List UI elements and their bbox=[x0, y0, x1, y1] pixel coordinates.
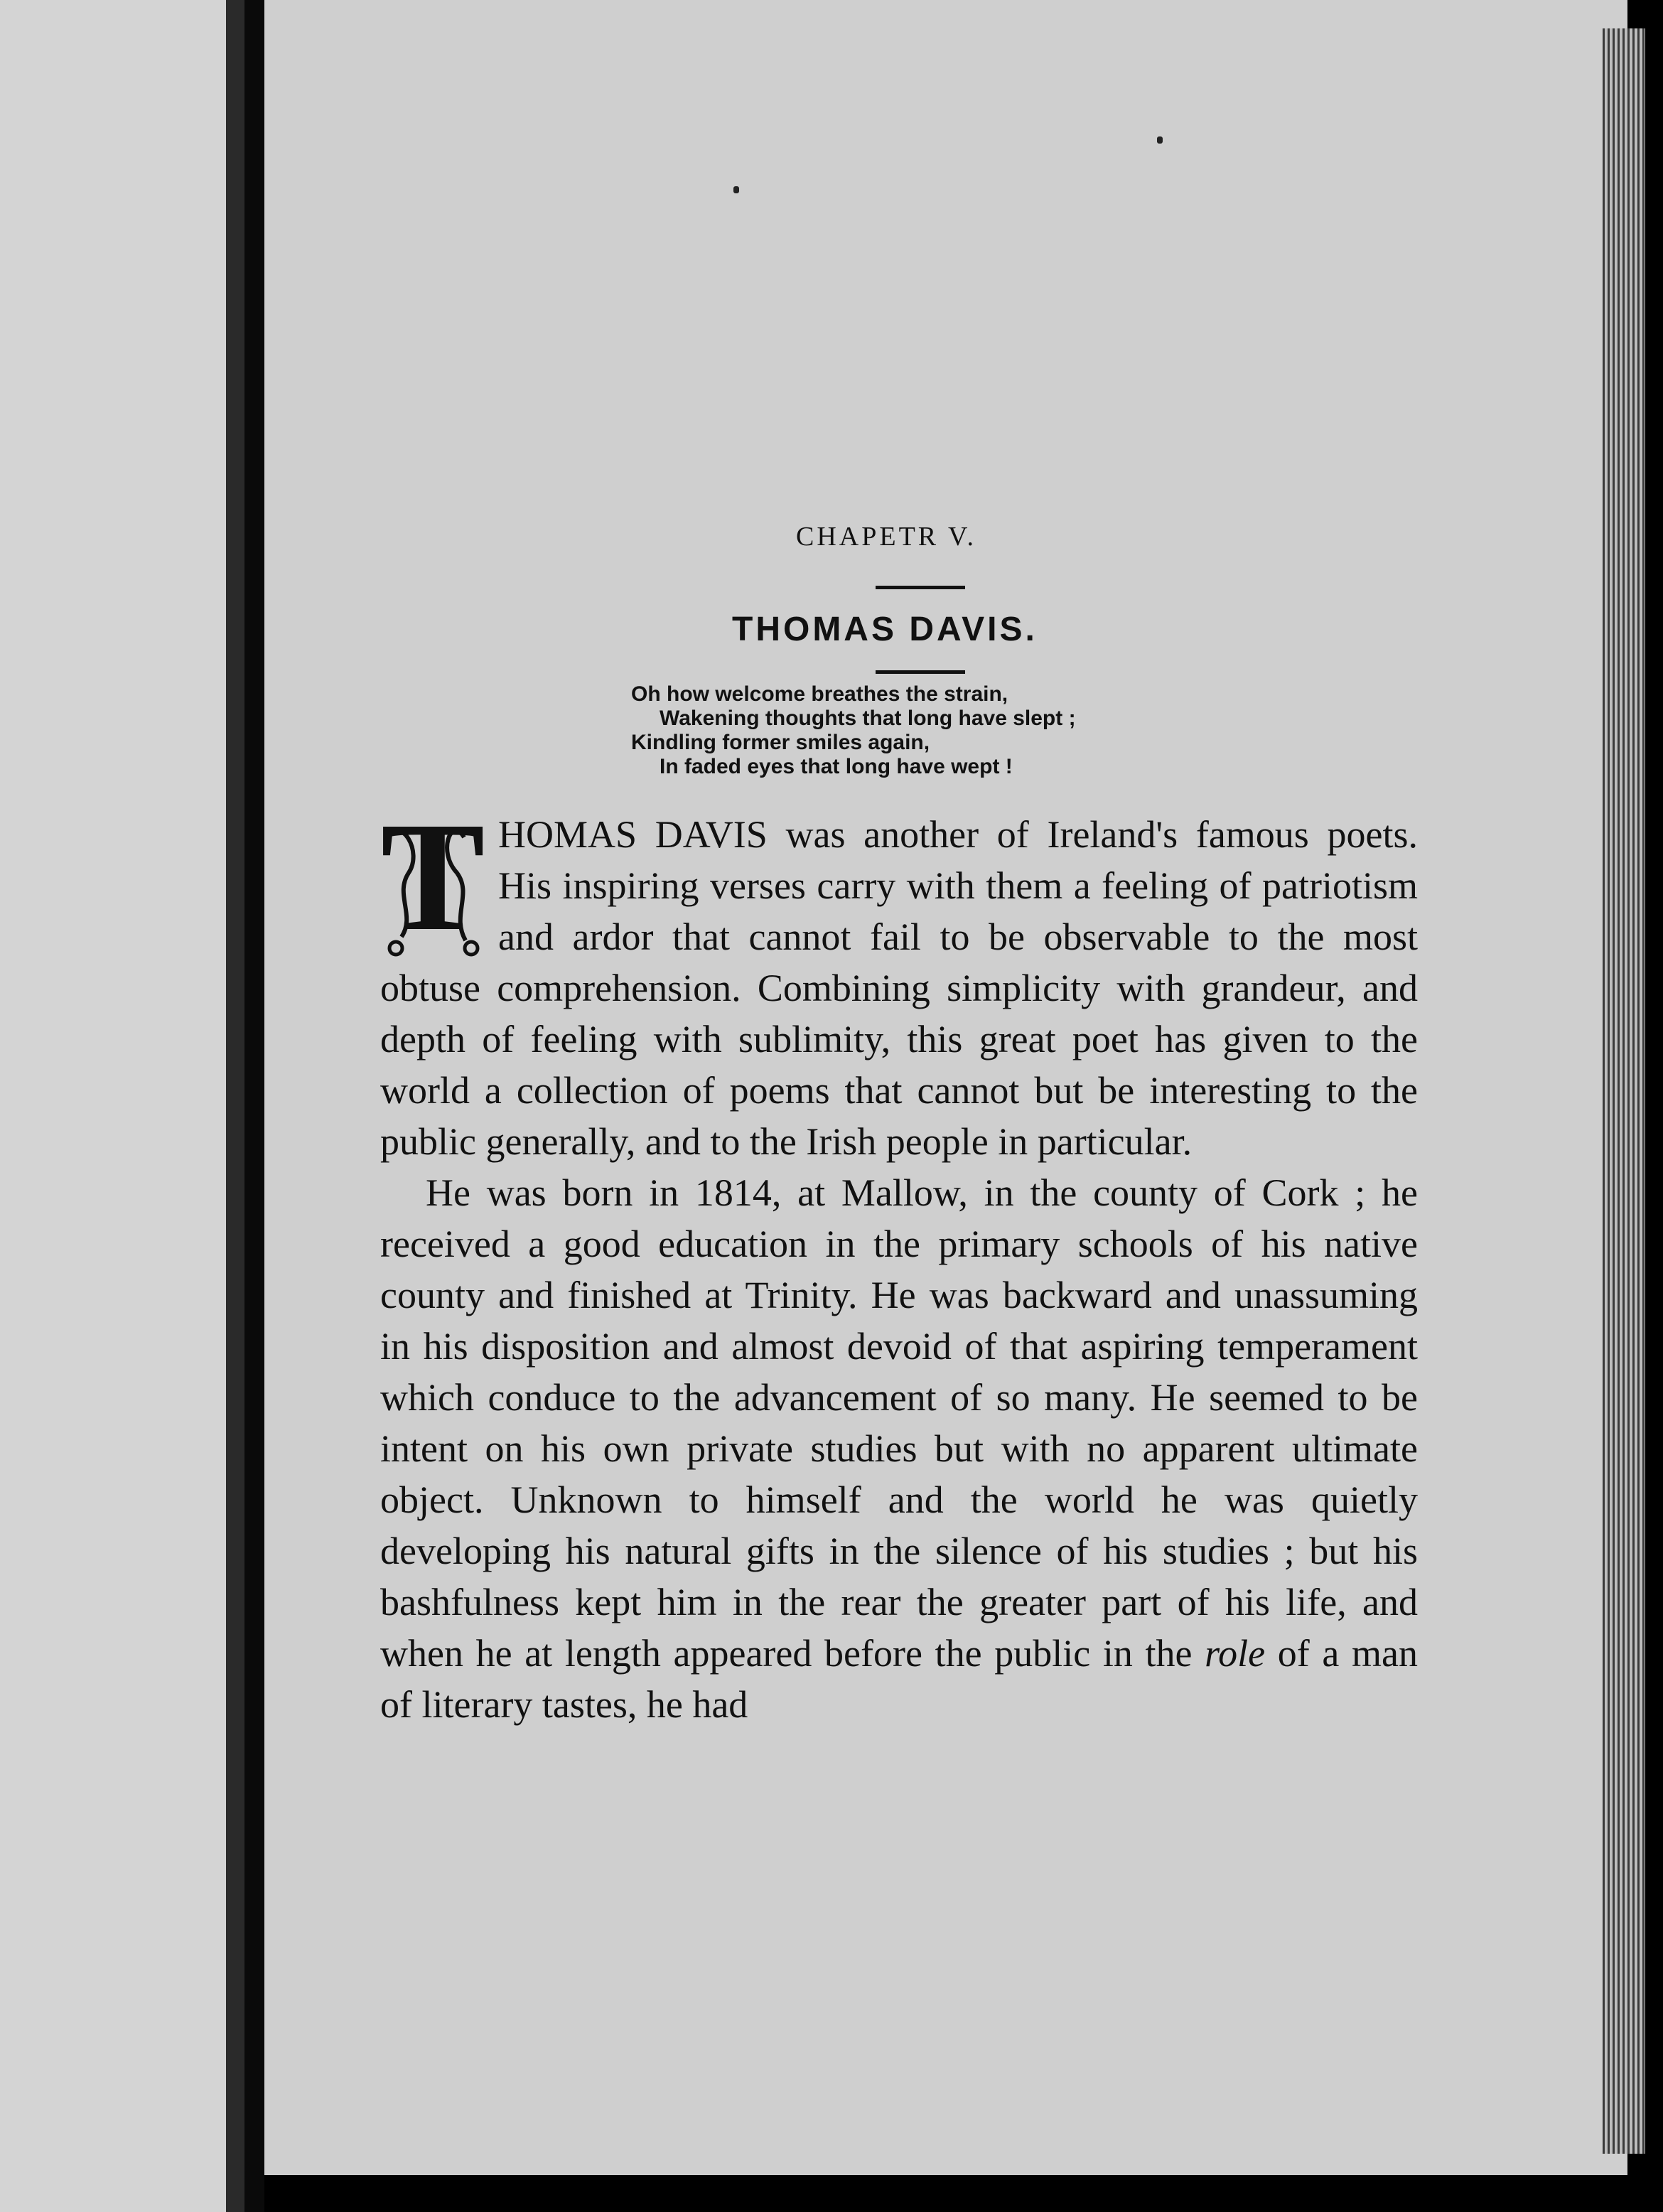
chapter-body bbox=[380, 790, 1418, 1730]
paragraph-1-text: was another of Ireland's famous poets. His inspiring verses carry with them a feeling of patriotism and ardor that cannot fail to be observable to the most obtuse comprehension. Combining simplicity with grandeur, and depth of feeling with sublimity, this great poet has given to the world a collection of poems that cannot but be interesting to the public generally, and to the Irish people in particular. bbox=[380, 813, 1418, 1163]
chapter-label: CHAPETR V. bbox=[796, 522, 976, 552]
epigraph-line: Kindling former smiles again, bbox=[631, 731, 930, 754]
italic-word: role bbox=[1205, 1632, 1266, 1675]
epigraph-line: Oh how welcome breathes the strain, bbox=[631, 682, 1008, 706]
ink-speck bbox=[733, 186, 739, 193]
paragraph-1 bbox=[380, 790, 1418, 1167]
epigraph bbox=[631, 682, 1076, 779]
chapter-title: THOMAS DAVIS. bbox=[732, 611, 1038, 648]
drop-cap bbox=[380, 790, 485, 963]
epigraph-line: Wakening thoughts that long have slept ; bbox=[660, 707, 1076, 730]
page-edges bbox=[1603, 28, 1645, 2154]
book-gutter bbox=[244, 0, 264, 2212]
drop-cap-letter: T bbox=[380, 790, 485, 963]
paragraph-2 bbox=[380, 1167, 1418, 1730]
gutter-shadow bbox=[226, 0, 244, 2212]
left-page-margin bbox=[0, 0, 226, 2212]
paragraph-2-tail: of a man of literary tastes, he had bbox=[380, 1632, 1418, 1726]
ink-speck bbox=[1157, 136, 1163, 144]
epigraph-line: In faded eyes that long have wept ! bbox=[660, 755, 1013, 778]
paragraph-2-text: He was born in 1814, at Mallow, in the county of Cork ; he received a good education in the primary schools of his native county and finished at Trinity. He was backward and unassuming in his disposition and almost devoid of that aspiring temperament which conduce to the advancement of so many. He seemed to be intent on his own private studies but with no apparent ultimate object. Unknown to himself and the world he was quietly developing his natural gifts in the silence of his studies ; but his bashfulness kept him in the rear the greater part of his life, and when he at length appeared before the public in the bbox=[380, 1171, 1418, 1675]
title-rule-top bbox=[876, 586, 965, 589]
title-rule-bottom bbox=[876, 670, 965, 674]
lead-words: HOMAS DAVIS bbox=[498, 813, 768, 856]
